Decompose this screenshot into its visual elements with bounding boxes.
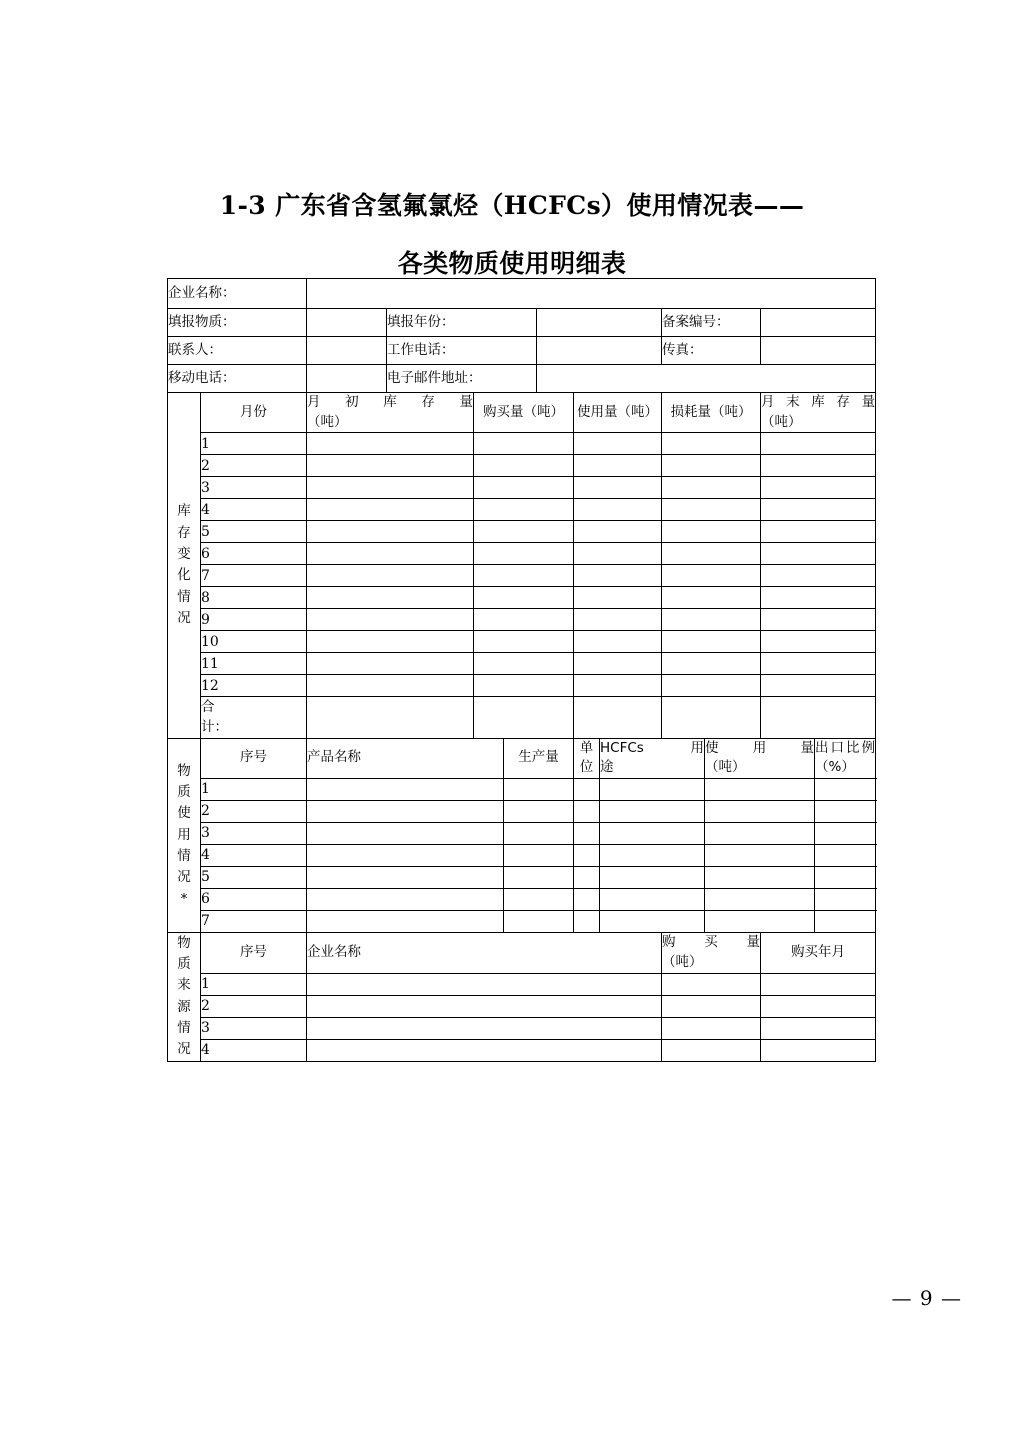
inventory-cell-used[interactable] bbox=[574, 631, 662, 653]
inventory-header-row bbox=[168, 393, 876, 433]
usage-cell-production[interactable] bbox=[504, 778, 574, 800]
column-header-source-index: 序号 bbox=[201, 932, 307, 973]
inventory-month-number: 7 bbox=[201, 565, 307, 587]
source-row-index: 3 bbox=[201, 1017, 307, 1039]
usage-cell-product-name[interactable] bbox=[307, 844, 504, 866]
source-cell-company-name[interactable] bbox=[307, 973, 662, 995]
inventory-cell-closing-stock[interactable] bbox=[761, 631, 876, 653]
column-header-purchased: 购买量（吨） bbox=[474, 393, 574, 433]
inventory-cell-opening-stock[interactable] bbox=[307, 543, 474, 565]
inventory-month-number: 12 bbox=[201, 675, 307, 697]
usage-cell-hcfcs-purpose[interactable] bbox=[600, 778, 705, 800]
usage-row-index: 3 bbox=[201, 822, 307, 844]
inventory-month-number: 4 bbox=[201, 499, 307, 521]
inventory-cell-loss[interactable] bbox=[662, 653, 761, 675]
inventory-cell-used[interactable] bbox=[574, 653, 662, 675]
inventory-row bbox=[168, 543, 876, 565]
inventory-cell-closing-stock[interactable] bbox=[761, 587, 876, 609]
usage-cell-used-amount[interactable] bbox=[705, 822, 815, 844]
source-cell-purchase-date[interactable] bbox=[761, 995, 876, 1017]
column-header-month: 月份 bbox=[201, 393, 307, 433]
usage-cell-product-name[interactable] bbox=[307, 800, 504, 822]
inventory-cell-closing-stock[interactable] bbox=[761, 455, 876, 477]
field-contact-person[interactable] bbox=[307, 337, 387, 365]
inventory-cell-loss[interactable] bbox=[662, 521, 761, 543]
inventory-total-closing-stock[interactable] bbox=[761, 697, 876, 739]
inventory-cell-purchased[interactable] bbox=[474, 675, 574, 697]
inventory-cell-closing-stock[interactable] bbox=[761, 521, 876, 543]
inventory-cell-closing-stock[interactable] bbox=[761, 565, 876, 587]
source-header-row bbox=[168, 932, 876, 973]
usage-row bbox=[168, 800, 876, 822]
usage-cell-hcfcs-purpose[interactable] bbox=[600, 910, 705, 932]
section-label-substance-usage: 物 质 使 用 情 况 * bbox=[168, 738, 201, 932]
inventory-cell-purchased[interactable] bbox=[474, 433, 574, 455]
usage-row bbox=[168, 888, 876, 910]
source-row-index: 1 bbox=[201, 973, 307, 995]
column-header-purchase-date: 购买年月 bbox=[761, 932, 876, 973]
usage-cell-unit[interactable] bbox=[574, 844, 600, 866]
usage-cell-hcfcs-purpose[interactable] bbox=[600, 822, 705, 844]
field-report-year[interactable] bbox=[537, 309, 662, 337]
inventory-cell-used[interactable] bbox=[574, 543, 662, 565]
usage-cell-production[interactable] bbox=[504, 888, 574, 910]
page-number-footer: — 9 — bbox=[891, 1286, 962, 1310]
label-email-address: 电子邮件地址： bbox=[387, 365, 537, 393]
label-mobile-phone: 移动电话： bbox=[168, 365, 307, 393]
inventory-cell-opening-stock[interactable] bbox=[307, 653, 474, 675]
inventory-cell-loss[interactable] bbox=[662, 499, 761, 521]
inventory-cell-closing-stock[interactable] bbox=[761, 477, 876, 499]
source-cell-purchase-date[interactable] bbox=[761, 973, 876, 995]
inventory-total-used[interactable] bbox=[574, 697, 662, 739]
inventory-cell-purchased[interactable] bbox=[474, 499, 574, 521]
source-row-index: 4 bbox=[201, 1039, 307, 1061]
field-company-name[interactable] bbox=[307, 279, 876, 309]
usage-cell-used-amount[interactable] bbox=[705, 910, 815, 932]
usage-row-index: 2 bbox=[201, 800, 307, 822]
source-cell-company-name[interactable] bbox=[307, 995, 662, 1017]
inventory-cell-opening-stock[interactable] bbox=[307, 565, 474, 587]
source-row bbox=[168, 995, 876, 1017]
field-reported-substance[interactable] bbox=[307, 309, 387, 337]
usage-row bbox=[168, 822, 876, 844]
info-row-contact-phone-fax bbox=[168, 337, 876, 365]
inventory-cell-opening-stock[interactable] bbox=[307, 521, 474, 543]
column-header-used: 使用量（吨） bbox=[574, 393, 662, 433]
inventory-month-number: 8 bbox=[201, 587, 307, 609]
column-header-purchase-amount: 购买量 （吨） bbox=[662, 932, 761, 973]
label-report-year: 填报年份： bbox=[387, 309, 537, 337]
inventory-cell-loss[interactable] bbox=[662, 675, 761, 697]
inventory-cell-purchased[interactable] bbox=[474, 565, 574, 587]
source-cell-purchase-amount[interactable] bbox=[662, 1017, 761, 1039]
field-email-address[interactable] bbox=[537, 365, 876, 393]
usage-row-index: 4 bbox=[201, 844, 307, 866]
inventory-month-number: 6 bbox=[201, 543, 307, 565]
inventory-cell-purchased[interactable] bbox=[474, 587, 574, 609]
inventory-cell-loss[interactable] bbox=[662, 587, 761, 609]
label-company-name: 企业名称： bbox=[168, 279, 307, 309]
inventory-cell-opening-stock[interactable] bbox=[307, 455, 474, 477]
usage-cell-used-amount[interactable] bbox=[705, 844, 815, 866]
inventory-row bbox=[168, 433, 876, 455]
field-work-phone[interactable] bbox=[537, 337, 662, 365]
column-header-production: 生产量 bbox=[504, 738, 574, 778]
usage-cell-used-amount[interactable] bbox=[705, 800, 815, 822]
hcfcs-usage-form-table bbox=[167, 278, 876, 1062]
inventory-cell-opening-stock[interactable] bbox=[307, 675, 474, 697]
source-row bbox=[168, 1039, 876, 1061]
section-label-substance-source: 物 质 来 源 情 况 bbox=[168, 932, 201, 1061]
usage-cell-used-amount[interactable] bbox=[705, 778, 815, 800]
inventory-cell-used[interactable] bbox=[574, 609, 662, 631]
section-label-inventory-change: 库 存 变 化 情 况 bbox=[168, 393, 201, 739]
usage-row-index: 6 bbox=[201, 888, 307, 910]
usage-cell-hcfcs-purpose[interactable] bbox=[600, 800, 705, 822]
inventory-cell-purchased[interactable] bbox=[474, 521, 574, 543]
usage-cell-unit[interactable] bbox=[574, 866, 600, 888]
inventory-cell-used[interactable] bbox=[574, 499, 662, 521]
column-header-unit: 单位 bbox=[574, 738, 600, 778]
usage-cell-export-ratio[interactable] bbox=[815, 844, 876, 866]
usage-header-row bbox=[168, 738, 876, 778]
inventory-cell-loss[interactable] bbox=[662, 433, 761, 455]
column-header-usage-index: 序号 bbox=[201, 738, 307, 778]
inventory-month-number: 2 bbox=[201, 455, 307, 477]
usage-cell-used-amount[interactable] bbox=[705, 888, 815, 910]
inventory-month-number: 9 bbox=[201, 609, 307, 631]
inventory-cell-used[interactable] bbox=[574, 477, 662, 499]
usage-cell-export-ratio[interactable] bbox=[815, 866, 876, 888]
document-title-block bbox=[0, 186, 1024, 280]
usage-cell-unit[interactable] bbox=[574, 910, 600, 932]
usage-cell-unit[interactable] bbox=[574, 778, 600, 800]
usage-cell-production[interactable] bbox=[504, 866, 574, 888]
inventory-cell-loss[interactable] bbox=[662, 631, 761, 653]
inventory-cell-purchased[interactable] bbox=[474, 543, 574, 565]
inventory-month-number: 11 bbox=[201, 653, 307, 675]
inventory-month-number: 10 bbox=[201, 631, 307, 653]
inventory-cell-purchased[interactable] bbox=[474, 477, 574, 499]
usage-cell-product-name[interactable] bbox=[307, 822, 504, 844]
inventory-cell-closing-stock[interactable] bbox=[761, 609, 876, 631]
inventory-cell-used[interactable] bbox=[574, 675, 662, 697]
info-row-company-name bbox=[168, 279, 876, 309]
column-header-closing-stock: 月末库存量 （吨） bbox=[761, 393, 876, 433]
column-header-hcfcs-purpose: HCFCs用 途 bbox=[600, 738, 705, 778]
inventory-total-row bbox=[168, 697, 876, 739]
inventory-cell-closing-stock[interactable] bbox=[761, 653, 876, 675]
field-mobile-phone[interactable] bbox=[307, 365, 387, 393]
usage-cell-export-ratio[interactable] bbox=[815, 800, 876, 822]
source-cell-purchase-amount[interactable] bbox=[662, 1039, 761, 1061]
inventory-total-loss[interactable] bbox=[662, 697, 761, 739]
inventory-row bbox=[168, 499, 876, 521]
inventory-cell-loss[interactable] bbox=[662, 455, 761, 477]
label-record-number: 备案编号： bbox=[662, 309, 761, 337]
usage-cell-export-ratio[interactable] bbox=[815, 888, 876, 910]
inventory-row bbox=[168, 609, 876, 631]
info-row-mobile-email bbox=[168, 365, 876, 393]
source-cell-company-name[interactable] bbox=[307, 1039, 662, 1061]
source-cell-purchase-amount[interactable] bbox=[662, 995, 761, 1017]
usage-row bbox=[168, 778, 876, 800]
inventory-month-number: 3 bbox=[201, 477, 307, 499]
source-row bbox=[168, 973, 876, 995]
page-title-line-1: 1-3 广东省含氢氟氯烃（HCFCs）使用情况表—— bbox=[219, 191, 805, 220]
column-header-export-ratio: 出口比例 （%） bbox=[815, 738, 876, 778]
label-contact-person: 联系人： bbox=[168, 337, 307, 365]
inventory-cell-used[interactable] bbox=[574, 433, 662, 455]
inventory-total-opening-stock[interactable] bbox=[307, 697, 474, 739]
usage-cell-export-ratio[interactable] bbox=[815, 822, 876, 844]
inventory-cell-closing-stock[interactable] bbox=[761, 543, 876, 565]
inventory-cell-used[interactable] bbox=[574, 455, 662, 477]
inventory-cell-opening-stock[interactable] bbox=[307, 631, 474, 653]
field-record-number[interactable] bbox=[761, 309, 876, 337]
inventory-cell-closing-stock[interactable] bbox=[761, 675, 876, 697]
usage-cell-production[interactable] bbox=[504, 822, 574, 844]
inventory-cell-purchased[interactable] bbox=[474, 653, 574, 675]
usage-cell-unit[interactable] bbox=[574, 888, 600, 910]
inventory-row bbox=[168, 521, 876, 543]
column-header-product-name: 产品名称 bbox=[307, 738, 504, 778]
usage-row-index: 1 bbox=[201, 778, 307, 800]
form-container bbox=[167, 278, 875, 1062]
inventory-cell-opening-stock[interactable] bbox=[307, 587, 474, 609]
label-reported-substance: 填报物质： bbox=[168, 309, 307, 337]
inventory-cell-closing-stock[interactable] bbox=[761, 499, 876, 521]
inventory-cell-loss[interactable] bbox=[662, 543, 761, 565]
usage-cell-product-name[interactable] bbox=[307, 888, 504, 910]
label-fax: 传真： bbox=[662, 337, 761, 365]
inventory-cell-loss[interactable] bbox=[662, 477, 761, 499]
page-title-line-2: 各类物质使用明细表 bbox=[397, 249, 627, 278]
source-row bbox=[168, 1017, 876, 1039]
column-header-loss: 损耗量（吨） bbox=[662, 393, 761, 433]
usage-cell-production[interactable] bbox=[504, 800, 574, 822]
usage-cell-hcfcs-purpose[interactable] bbox=[600, 866, 705, 888]
field-fax[interactable] bbox=[761, 337, 876, 365]
usage-row bbox=[168, 844, 876, 866]
usage-row-index: 7 bbox=[201, 910, 307, 932]
inventory-cell-loss[interactable] bbox=[662, 609, 761, 631]
column-header-source-company-name: 企业名称 bbox=[307, 932, 662, 973]
inventory-row bbox=[168, 675, 876, 697]
usage-cell-product-name[interactable] bbox=[307, 910, 504, 932]
inventory-month-number: 1 bbox=[201, 433, 307, 455]
inventory-cell-used[interactable] bbox=[574, 587, 662, 609]
inventory-cell-purchased[interactable] bbox=[474, 609, 574, 631]
usage-cell-unit[interactable] bbox=[574, 800, 600, 822]
usage-cell-used-amount[interactable] bbox=[705, 866, 815, 888]
usage-cell-hcfcs-purpose[interactable] bbox=[600, 888, 705, 910]
source-cell-purchase-date[interactable] bbox=[761, 1017, 876, 1039]
inventory-cell-opening-stock[interactable] bbox=[307, 433, 474, 455]
inventory-cell-opening-stock[interactable] bbox=[307, 609, 474, 631]
inventory-total-purchased[interactable] bbox=[474, 697, 574, 739]
inventory-cell-loss[interactable] bbox=[662, 565, 761, 587]
inventory-month-number: 5 bbox=[201, 521, 307, 543]
label-work-phone: 工作电话： bbox=[387, 337, 537, 365]
usage-row bbox=[168, 866, 876, 888]
inventory-cell-used[interactable] bbox=[574, 521, 662, 543]
inventory-row bbox=[168, 631, 876, 653]
source-cell-purchase-date[interactable] bbox=[761, 1039, 876, 1061]
source-cell-company-name[interactable] bbox=[307, 1017, 662, 1039]
inventory-cell-opening-stock[interactable] bbox=[307, 477, 474, 499]
inventory-row bbox=[168, 455, 876, 477]
inventory-row bbox=[168, 477, 876, 499]
inventory-cell-opening-stock[interactable] bbox=[307, 499, 474, 521]
inventory-row bbox=[168, 653, 876, 675]
info-row-substance-year-record bbox=[168, 309, 876, 337]
inventory-row bbox=[168, 565, 876, 587]
source-row-index: 2 bbox=[201, 995, 307, 1017]
inventory-total-label: 合 计： bbox=[201, 697, 307, 739]
inventory-cell-purchased[interactable] bbox=[474, 455, 574, 477]
inventory-cell-purchased[interactable] bbox=[474, 631, 574, 653]
column-header-opening-stock: 月初库存量 （吨） bbox=[307, 393, 474, 433]
column-header-used-amount: 使用量 （吨） bbox=[705, 738, 815, 778]
usage-cell-export-ratio[interactable] bbox=[815, 910, 876, 932]
source-cell-purchase-amount[interactable] bbox=[662, 973, 761, 995]
usage-cell-unit[interactable] bbox=[574, 822, 600, 844]
usage-cell-production[interactable] bbox=[504, 910, 574, 932]
inventory-cell-closing-stock[interactable] bbox=[761, 433, 876, 455]
inventory-cell-used[interactable] bbox=[574, 565, 662, 587]
usage-cell-production[interactable] bbox=[504, 844, 574, 866]
usage-cell-export-ratio[interactable] bbox=[815, 778, 876, 800]
usage-cell-hcfcs-purpose[interactable] bbox=[600, 844, 705, 866]
usage-cell-product-name[interactable] bbox=[307, 866, 504, 888]
usage-row bbox=[168, 910, 876, 932]
usage-row-index: 5 bbox=[201, 866, 307, 888]
inventory-row bbox=[168, 587, 876, 609]
usage-cell-product-name[interactable] bbox=[307, 778, 504, 800]
